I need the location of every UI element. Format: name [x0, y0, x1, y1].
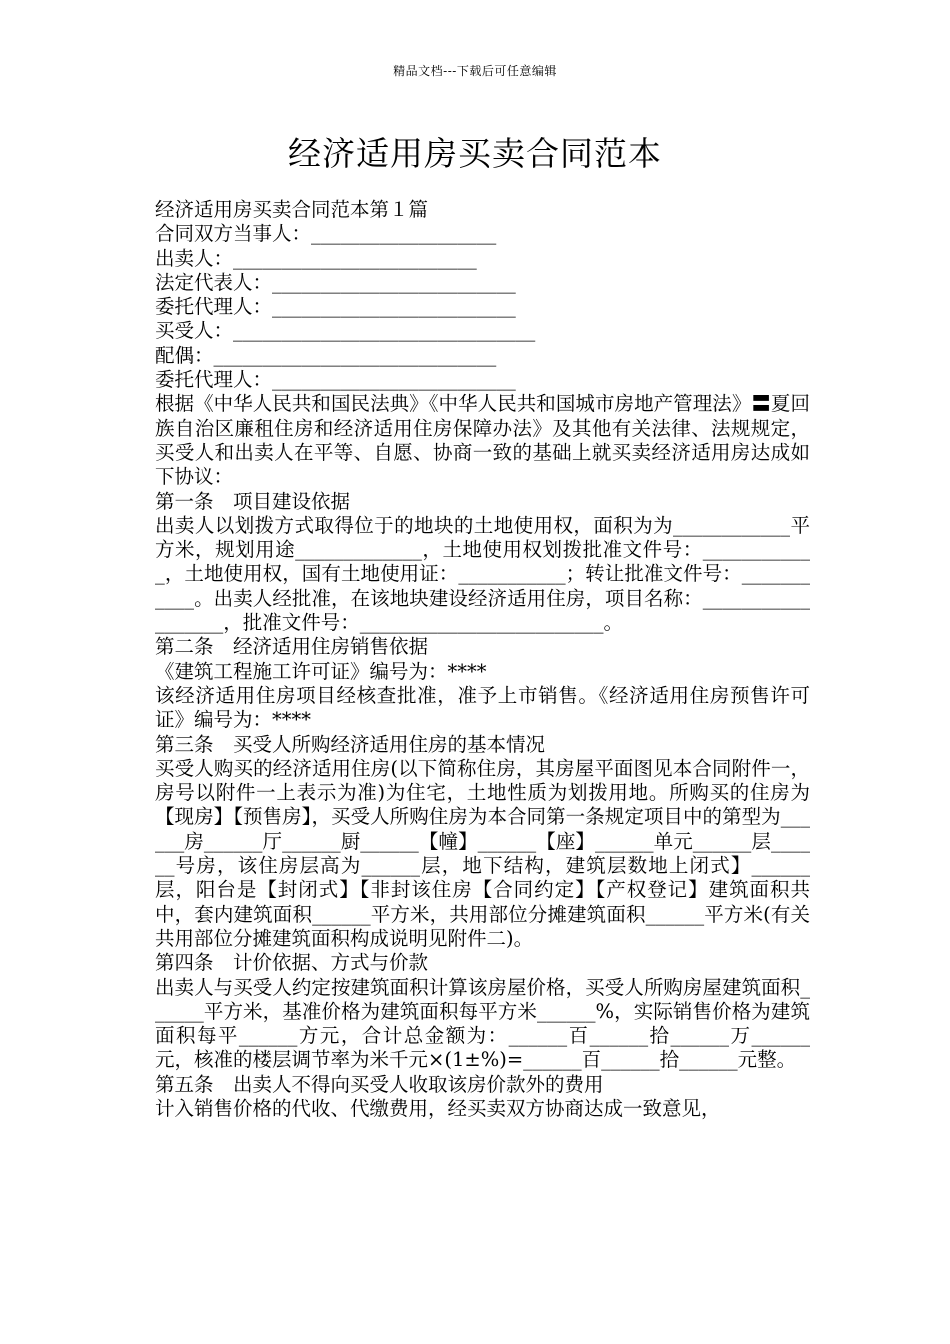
paragraph: 经济适用房买卖合同范本第１篇	[155, 198, 429, 221]
paragraph: 法定代表人：_________________________	[155, 270, 516, 294]
paragraph: 计入销售价格的代收、代缴费用，经买卖双方协商达成一致意见，	[155, 1096, 721, 1120]
paragraph: 配偶：_____________________________	[155, 343, 497, 367]
paragraph: 委托代理人：_________________________	[155, 368, 516, 392]
page-header: 精品文档---下载后可任意编辑	[393, 64, 557, 78]
section-heading: 第一条 项目建设依据	[155, 489, 351, 513]
paragraph: 出卖人以划拨方式取得位于的地块的土地使用权，面积为为____________平方米，规划用途_____________，土地使用权划拨批准文件号：____________，土地使用权，国有土地使用证：___________；转让批准文件号：___________。出卖人经批准，在该地块建设经济适用住房，项目名称：__________________，批准文件号：_________________________。	[155, 513, 810, 635]
section-heading: 第四条 计价依据、方式与价款	[155, 951, 429, 975]
document-title: 经济适用房买卖合同范本	[288, 134, 662, 173]
paragraph: 根据《中华人民共和国民法典》《中华人民共和国城市房地产管理法》〓夏回族自治区廉租住房和经济适用住房保障办法》及其他有关法律、法规规定，买受人和出卖人在平等、自愿、协商一致的基础上就买卖经济适用房达成如下协议：	[155, 392, 810, 489]
paragraph: 买受人购买的经济适用住房(以下简称住房，其房屋平面图见本合同附件一，房号以附件一上表示为准)为住宅，土地性质为划拨用地。所购买的住房为【现房】【预售房】，买受人所购住房为本合同第一条规定项目中的第型为______房______厅______厨______【幢】______【座】______单元______层______号房，该住房层高为______层，地下结构，建筑层数地上闭式】______层，阳台是【封闭式】【非封该住房【合同约定】【产权登记】建筑面积共中，套内建筑面积______平方米，共用部位分摊建筑面积______平方米(有关共用部位分摊建筑面积构成说明见附件二)。	[155, 756, 810, 950]
section-heading: 第二条 经济适用住房销售依据	[155, 635, 429, 659]
paragraph: 合同双方当事人：___________________	[155, 222, 497, 246]
paragraph: 《建筑工程施工许可证》编号为：****	[155, 659, 487, 683]
paragraph: 出卖人：_________________________	[155, 246, 477, 270]
document-body	[145, 198, 810, 1121]
section-heading: 第三条 买受人所购经济适用住房的基本情况	[155, 732, 546, 756]
paragraph: 买受人：_______________________________	[155, 319, 536, 343]
paragraph: 委托代理人：_________________________	[155, 295, 516, 319]
paragraph: 出卖人与买受人约定按建筑面积计算该房屋价格，买受人所购房屋建筑面积______平方米，基准价格为建筑面积每平方米______%，实际销售价格为建筑面积每平______方元，合计总金额为：______百______拾______万______元，核准的楼层调节率为米千元×(1±%)=______百______拾______元整。	[155, 975, 810, 1072]
section-heading: 第五条 出卖人不得向买受人收取该房价款外的费用	[155, 1072, 604, 1096]
paragraph: 该经济适用住房项目经核查批准，准予上市销售。《经济适用住房预售许可证》编号为：****	[155, 683, 810, 732]
